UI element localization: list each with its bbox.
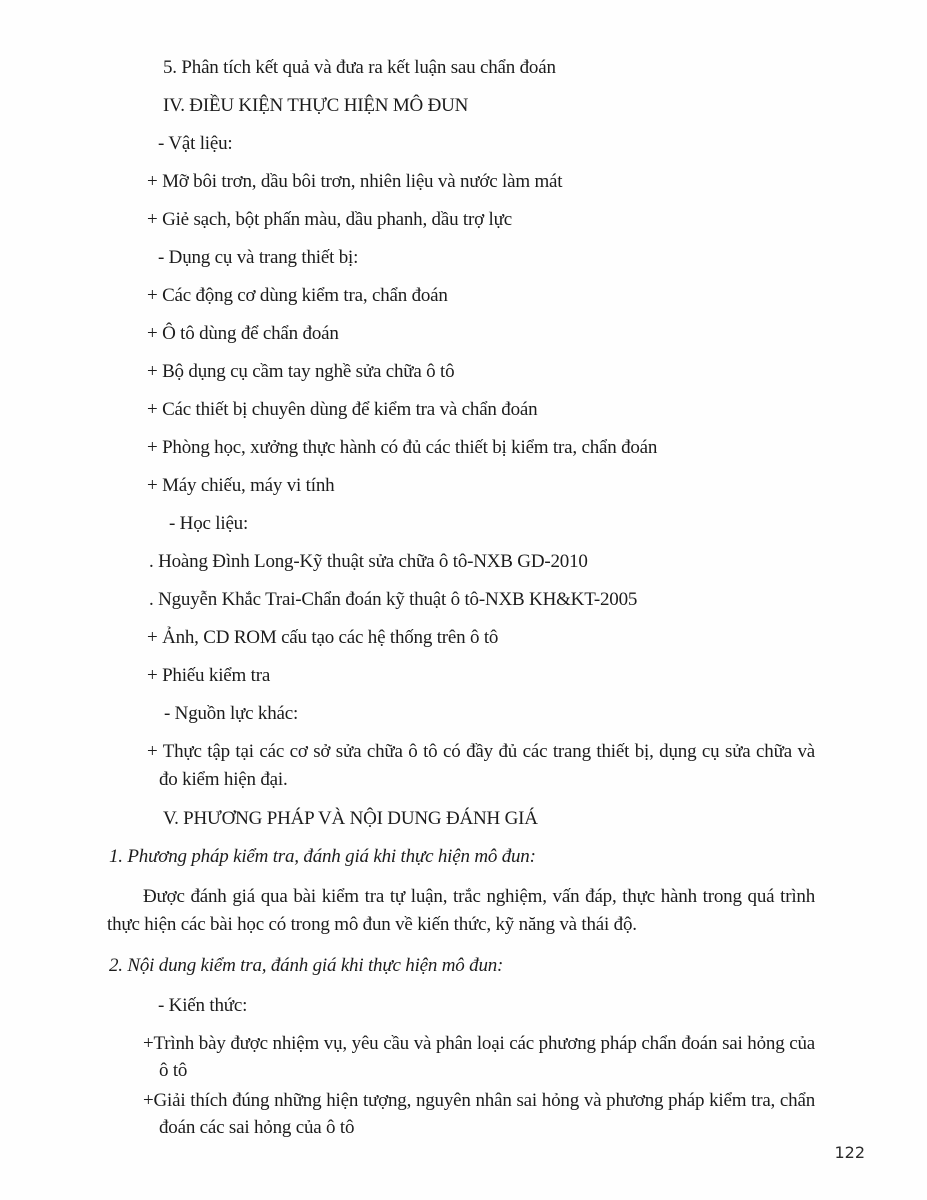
document-line: + Thực tập tại các cơ sở sửa chữa ô tô có đầy đủ các trang thiết bị, dụng cụ sửa chữa và đo kiểm hiện đại. [147, 741, 815, 790]
document-body [107, 54, 815, 1144]
document-line: Được đánh giá qua bài kiểm tra tự luận, trắc nghiệm, vấn đáp, thực hành trong quá trình thực hiện các bài học có trong mô đun về kiến thức, kỹ năng và thái độ. [107, 886, 815, 935]
document-line: + Các động cơ dùng kiểm tra, chẩn đoán [147, 285, 448, 306]
document-line: + Phiếu kiểm tra [147, 665, 271, 686]
document-line: + Bộ dụng cụ cầm tay nghề sửa chữa ô tô [147, 361, 455, 382]
document-line: + Ảnh, CD ROM cấu tạo các hệ thống trên ô tô [147, 627, 499, 648]
document-line: + Các thiết bị chuyên dùng để kiểm tra và chẩn đoán [147, 399, 538, 420]
document-line: - Dụng cụ và trang thiết bị: [158, 247, 359, 268]
document-line: 2. Nội dung kiểm tra, đánh giá khi thực hiện mô đun: [109, 955, 504, 976]
document-line: + Máy chiếu, máy vi tính [147, 475, 335, 496]
page-number: 122 [834, 1143, 865, 1162]
document-line: +Giải thích đúng những hiện tượng, nguyên nhân sai hỏng và phương pháp kiểm tra, chẩn đoán các sai hỏng của ô tô [143, 1090, 815, 1138]
document-line: V. PHƯƠNG PHÁP VÀ NỘI DUNG ĐÁNH GIÁ [163, 808, 538, 829]
document-line: + Ô tô dùng để chẩn đoán [147, 323, 339, 344]
document-line: 1. Phương pháp kiểm tra, đánh giá khi thực hiện mô đun: [109, 846, 536, 867]
document-line: IV. ĐIỀU KIỆN THỰC HIỆN MÔ ĐUN [163, 95, 469, 116]
document-line: . Nguyễn Khắc Trai-Chẩn đoán kỹ thuật ô tô-NXB KH&KT-2005 [149, 589, 638, 610]
document-line: + Phòng học, xưởng thực hành có đủ các thiết bị kiểm tra, chẩn đoán [147, 437, 658, 458]
document-line: + Mỡ bôi trơn, dầu bôi trơn, nhiên liệu và nước làm mát [147, 171, 563, 192]
document-line: + Giẻ sạch, bột phấn màu, dầu phanh, dầu trợ lực [147, 209, 512, 230]
document-line: +Trình bày được nhiệm vụ, yêu cầu và phân loại các phương pháp chẩn đoán sai hỏng của ô tô [143, 1033, 815, 1081]
document-line: - Kiến thức: [158, 995, 248, 1016]
document-line: - Nguồn lực khác: [164, 703, 299, 724]
document-line: . Hoàng Đình Long-Kỹ thuật sửa chữa ô tô-NXB GD-2010 [149, 551, 588, 572]
document-line: - Vật liệu: [158, 133, 233, 154]
document-line: - Học liệu: [169, 513, 249, 534]
document-line: 5. Phân tích kết quả và đưa ra kết luận sau chẩn đoán [163, 57, 556, 78]
